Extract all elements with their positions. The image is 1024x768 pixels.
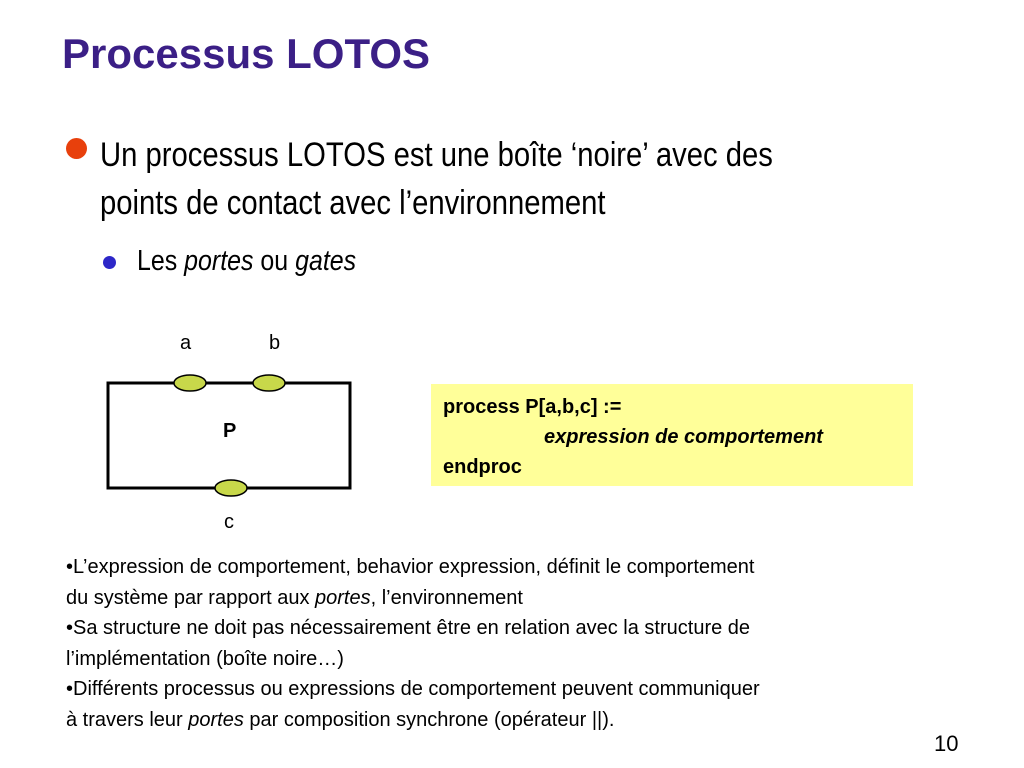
note-3-line-2-pre: à travers leur [66, 708, 189, 731]
process-definition-box [431, 384, 913, 486]
note-3-line-2 [66, 705, 966, 736]
code-line-endproc: endproc [443, 456, 522, 478]
main-bullet-line-2: points de contact avec l’environnement [100, 184, 606, 222]
sub-bullet-word-portes: portes [184, 245, 254, 277]
note-3-line-2-post: par composition synchrone (opérateur ||). [243, 708, 615, 731]
note-3-line-1: •Différents processus ou expressions de comportement peuvent communiquer [66, 678, 760, 700]
slide-title: Processus LOTOS [62, 30, 431, 77]
page-number: 10 [934, 731, 959, 756]
gate-b-label: b [269, 332, 281, 354]
note-1-line-2-post: , l’environnement [370, 586, 523, 609]
gate-a-label: a [180, 332, 192, 354]
sub-bullet-word-gates: gates [295, 245, 357, 277]
note-2-line-2: l’implémentation (boîte noire…) [66, 647, 344, 670]
note-1-line-2-pre: du système par rapport aux [66, 586, 316, 609]
process-box-label: P [223, 420, 237, 442]
sub-bullet-middle: ou [253, 245, 296, 277]
gate-c-label: c [224, 511, 234, 533]
note-1-line-2 [66, 583, 966, 614]
note-2-line-1: •Sa structure ne doit pas nécessairement être en relation avec la structure de [66, 617, 751, 639]
note-3-emphasis: portes [188, 708, 244, 731]
main-bullet-line-1: Un processus LOTOS est une boîte ‘noire’ avec des [100, 136, 773, 174]
note-1-emphasis: portes [315, 586, 371, 609]
gate-a-port [174, 375, 206, 391]
code-line-expression: expression de comportement [544, 426, 823, 448]
notes-block [66, 552, 966, 735]
gate-c-port [215, 480, 247, 496]
sub-bullet-prefix: Les [137, 245, 185, 277]
gate-b-port [253, 375, 285, 391]
note-1-line-1: •L’expression de comportement, behavior expression, définit le comportement [66, 556, 755, 578]
code-line-process: process P[a,b,c] := [443, 396, 622, 418]
